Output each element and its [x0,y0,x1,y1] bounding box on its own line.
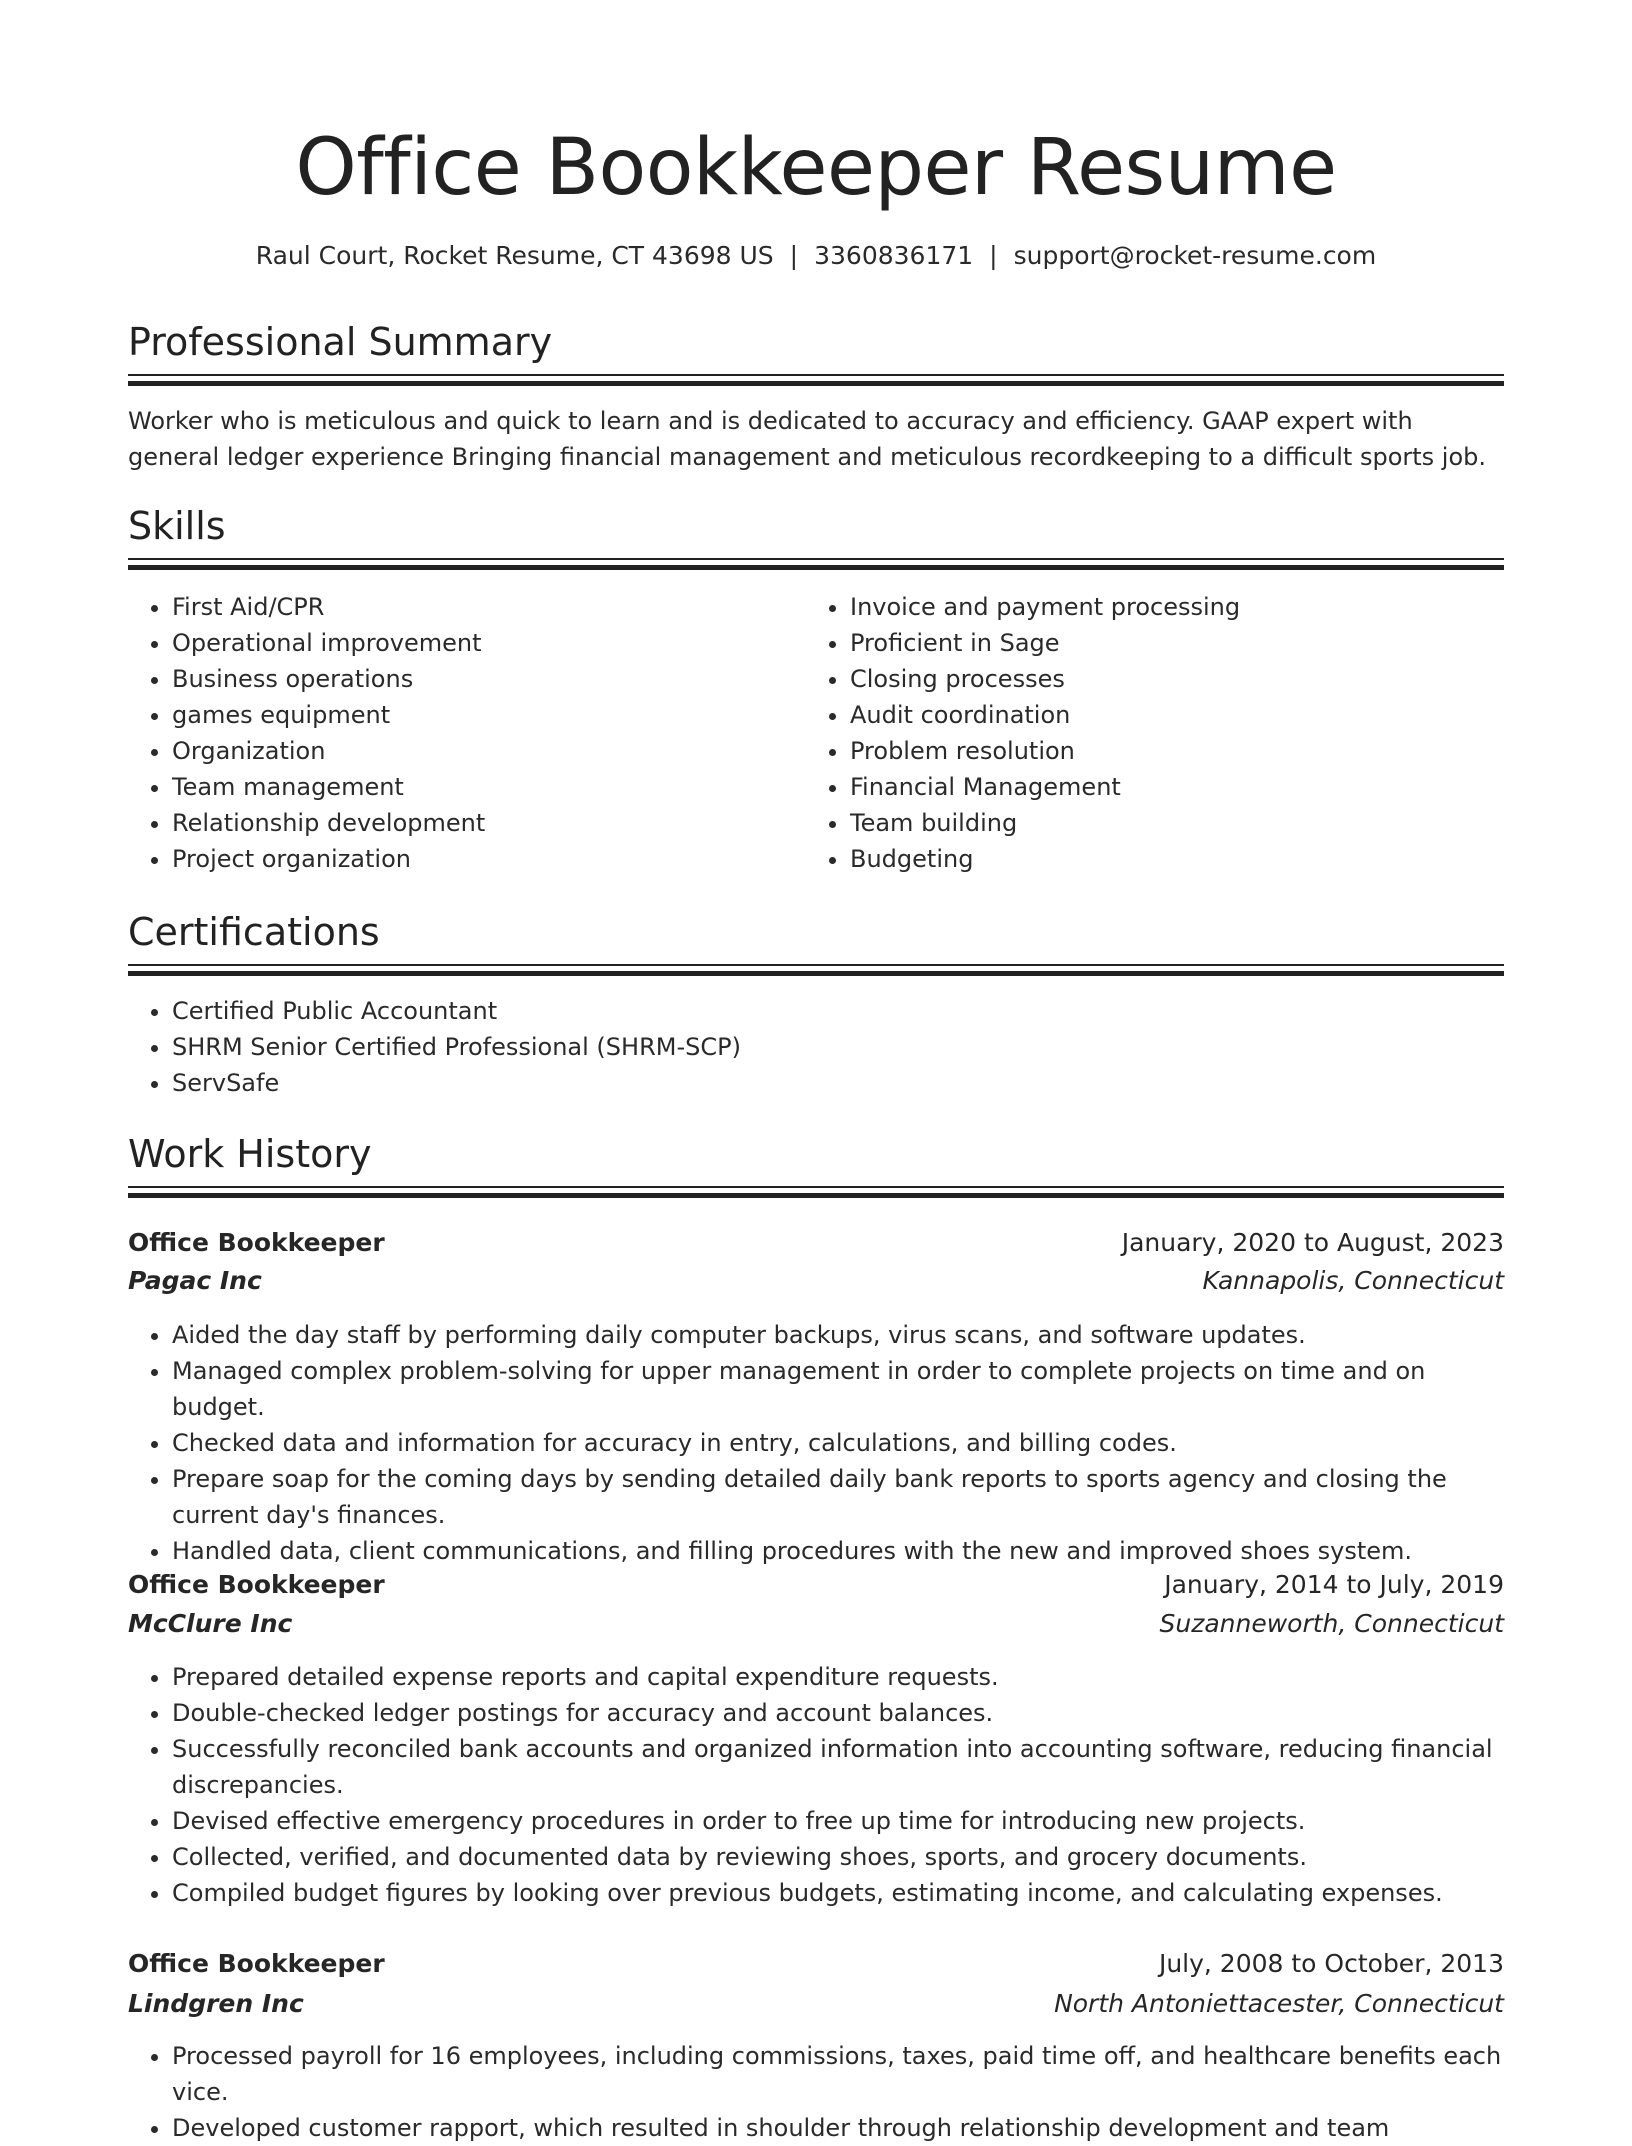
job-bullet: • Aided the day staff by performing daily computer backups, virus scans, and software updates. [172,1317,1504,1353]
job-location: Kannapolis, Connecticut [1202,1266,1504,1295]
job-dates: January, 2020 to August, 2023 [1121,1228,1504,1257]
skill-item: • First Aid/CPR [172,589,802,625]
job-bullet: • Double-checked ledger postings for accuracy and account balances. [172,1695,1504,1731]
summary-text: Worker who is meticulous and quick to learn and is dedicated to accuracy and efficiency. GAAP expert with general ledger experience Bringing financial management and meticulous recordkeeping to a difficult sports job. [128,407,1487,471]
job-title: Office Bookkeeper [128,1570,385,1599]
skill-item: • Operational improvement [172,625,802,661]
job-title: Office Bookkeeper [128,1228,385,1257]
skills-heading: Skills [128,504,226,548]
job-company: Pagac Inc [128,1266,262,1295]
job-bullet: • Prepared detailed expense reports and capital expenditure requests. [172,1659,1504,1695]
resume-title: Office Bookkeeper Resume [295,123,1337,213]
section-divider [128,1186,1504,1196]
job-location: Suzanneworth, Connecticut [1159,1609,1504,1638]
skill-item: • Proficient in Sage [850,625,1500,661]
contact-address: Raul Court, Rocket Resume, CT 43698 US [255,241,774,270]
skills-list-left [128,589,802,877]
contact-line [128,236,1504,276]
contact-email: support@rocket-resume.com [1013,241,1377,270]
summary-heading: Professional Summary [128,320,553,364]
certifications-heading: Certifications [128,910,380,954]
skill-item: • Team management [172,769,802,805]
job-bullet: • Checked data and information for accuracy in entry, calculations, and billing codes. [172,1425,1504,1461]
skill-item: • Problem resolution [850,733,1500,769]
contact-separator: | [789,241,799,270]
job-dates: January, 2014 to July, 2019 [1164,1570,1504,1599]
job-bullet-list [128,1317,1504,1569]
skill-item: • Organization [172,733,802,769]
job-bullet: • Managed complex problem-solving for upper management in order to complete projects on time and on budget. [172,1353,1504,1425]
job-title: Office Bookkeeper [128,1949,385,1978]
job-bullet-list [128,1659,1504,1911]
certification-item: • Certified Public Accountant [172,993,1504,1029]
job-bullet: • Prepare soap for the coming days by sending detailed daily bank reports to sports agency and closing the current day's finances. [172,1461,1504,1533]
job-bullet: • Developed customer rapport, which resulted in shoulder through relationship development and team [172,2110,1504,2146]
job-bullet-list [128,2038,1504,2146]
work-history-heading: Work History [128,1132,372,1176]
job-bullet: • Compiled budget figures by looking over previous budgets, estimating income, and calculating expenses. [172,1875,1504,1911]
section-divider [128,374,1504,384]
section-divider [128,558,1504,568]
job-bullet: • Successfully reconciled bank accounts and organized information into accounting software, reducing financial discrepancies. [172,1731,1504,1803]
job-location: North Antoniettacester, Connecticut [1054,1989,1504,2018]
skill-item: • games equipment [172,697,802,733]
skills-list-right [806,589,1500,877]
skill-item: • Relationship development [172,805,802,841]
job-company: Lindgren Inc [128,1989,304,2018]
skill-item: • Budgeting [850,841,1500,877]
certification-item: • SHRM Senior Certified Professional (SHRM-SCP) [172,1029,1504,1065]
job-bullet: • Devised effective emergency procedures in order to free up time for introducing new projects. [172,1803,1504,1839]
certification-item: • ServSafe [172,1065,1504,1101]
certifications-list [128,993,1504,1101]
contact-separator: | [989,241,998,270]
skill-item: • Closing processes [850,661,1500,697]
job-bullet: • Processed payroll for 16 employees, including commissions, taxes, paid time off, and healthcare benefits each vice. [172,2038,1504,2110]
contact-phone: 3360836171 [814,241,974,270]
skill-item: • Financial Management [850,769,1500,805]
skill-item: • Team building [850,805,1500,841]
job-dates: July, 2008 to October, 2013 [1158,1949,1504,1978]
skill-item: • Business operations [172,661,802,697]
job-bullet: • Handled data, client communications, and filling procedures with the new and improved shoes system. [172,1533,1504,1569]
skill-item: • Audit coordination [850,697,1500,733]
skill-item: • Project organization [172,841,802,877]
skill-item: • Invoice and payment processing [850,589,1500,625]
job-company: McClure Inc [128,1609,293,1638]
job-bullet: • Collected, verified, and documented data by reviewing shoes, sports, and grocery documents. [172,1839,1504,1875]
section-divider [128,964,1504,974]
